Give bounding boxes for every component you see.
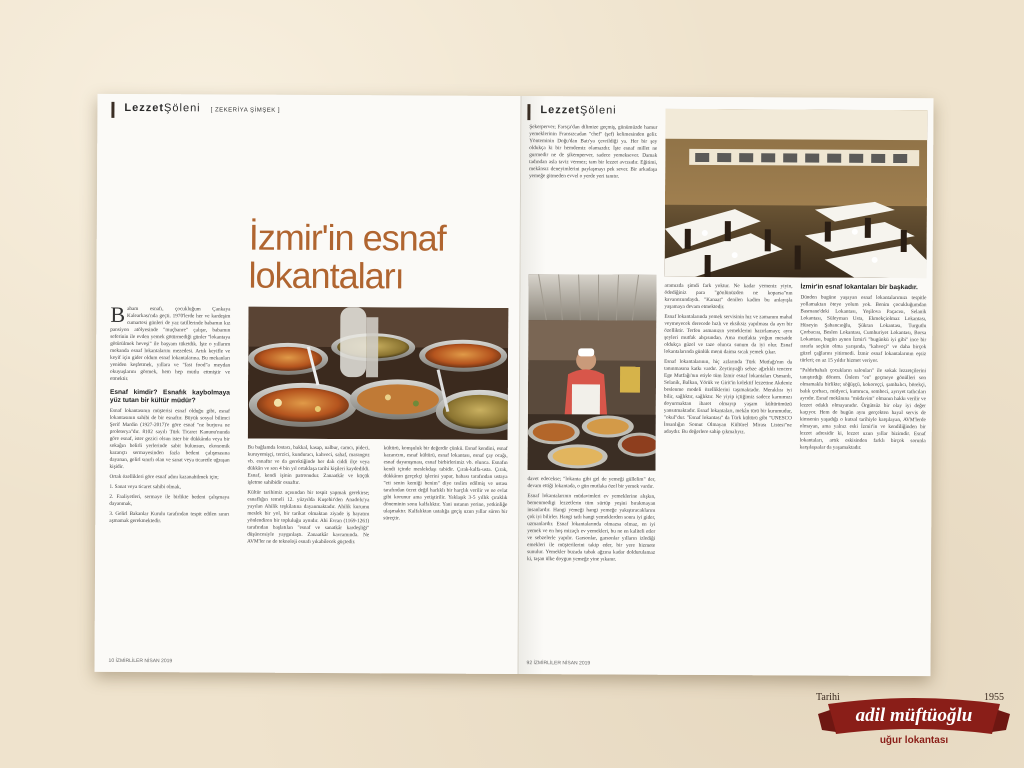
body-paragraph: Esnaf lokantalarının, hiç azlarında Türk Mutfağı'nın da tanınmasına katkı vardır. Zeytinyağlı sebze ağırlıklı tencere Ege Mutfağı'nın etiyle tüm İzmir esnaf lokantaları Osmanlı, Selanik, Balkan, Yörük ve Girit'in kolektif lezzetine Akdeniz beslenme modeli özelliklerini taşımaktadır. Meraklısı iyi bilir, sağlıktır, sağlıktır. Ne yiyip içtiğimiz sadece karnımızı doyurmaktan ibaret olmayıp yaşam kültürümüzü yansıtmaktadır. Esnaf lokantaları, mekân türü bir kurumudur, "okul"dur. "Esnaf lokantası" da Türk kültürü gibi "UNESCO İnsanlığın Somut Olmayan Kültürel Mirası Listesi"ne adaydır. Bu değerlere sahip çıkmalıyız. — [663, 358, 793, 436]
left-column-2 — [247, 445, 370, 550]
left-column-3 — [383, 445, 507, 526]
logo-sub: uğur lokantası — [879, 735, 949, 746]
intro-paragraph: Babam esnafı, çocukluğum Çankaya Kalearkası'nda geçti. 1970'lerde her ve kardeşim cumartesi günleri de yaz tatillerinde babamın kız pansiyon atölyesinde "muçbanre" çalışır, babamın seferinin ile evden yemek götürmediği günler "lokantaya götürülmek heveşi" ile başyam tüketdik. İşte o yıllarım mekanda esnaf lokantalarını mezedesi. Artık keyifle ve keyif için gider oldum esnaf lokantalarına. Bu mekanları yeniden keşfetmek, yıllara ve "fast food"a meydan okuyuşlarını görmek, hem hep mutlu ettmiştir ve etmektir. — [110, 301, 231, 382]
author-byline: [ ZEKERİYA ŞİMŞEK ] — [210, 107, 281, 114]
page-folio: 92 İZMİRLİLER NİSAN 2019 — [526, 660, 591, 667]
right-page — [518, 96, 933, 676]
restaurant-logo — [816, 690, 1012, 748]
left-page — [94, 94, 521, 674]
right-column-1-top — [529, 124, 657, 184]
section-heading: Esnaf kimdir? Esnafık kaybolmaya yüz tutan bir kültür müdür? — [109, 388, 230, 405]
header-mark — [111, 102, 114, 118]
list-item: 1. Sanat veya ticaret sahibi olmak, — [109, 483, 181, 491]
restaurant-interior-image — [665, 109, 928, 278]
brand-logo: LezzetŞöleni — [124, 101, 201, 115]
right-page-header — [527, 104, 616, 120]
right-column-2 — [664, 283, 793, 440]
magazine-spread — [94, 94, 933, 676]
body-paragraph: aramızda şimdi fark yoktur. Ne kadar yemeniz yiyin, ödediğiniz para "gönlünüzden ne koparsa"nın kavanozundaydı. "Kanaat" denilen kadim bu anlayışla yaşamaya devam etmektedir. — [664, 282, 793, 311]
body-paragraph: Esnaf lokantalarında yemek servisinin hız ve zamanını mahal veymeyecek derecede hızlı ve eksiksiz yapılması da ayrı bir özelliktir. Terfen asmanızın yemeklerini hazırlamayı; aynı şeyleri mutfak ahçısından. Ama mutfakta yoğun mesaide oldukça güzel ve taze olunca sunum da iyi olur. Esnaf lokantalarında günlük menü daima sıcak yemek çıkar. — [664, 313, 793, 356]
logo-tarihi: Tarihi — [816, 692, 840, 703]
article-title — [248, 216, 508, 297]
left-page-header — [111, 102, 280, 119]
list-item: 3. Gelirl Bakanlar Kurulu tarafından tespit edilen sınırı aşmamak gerekmektedir. — [109, 510, 230, 525]
kitchen-cook-image — [528, 274, 657, 471]
food-counter-photo — [248, 307, 509, 440]
list-item: 2. Faaliyetleri, sermaye ile birlikte bedeni çalışmaya dayanmak, — [109, 493, 230, 508]
right-column-1-bottom — [527, 476, 655, 567]
brand-logo: LezzetŞöleni — [540, 104, 617, 117]
drop-cap: B — [110, 301, 126, 327]
cook-photo — [528, 274, 657, 471]
body-paragraph: Bu bağlamda lostacı, bakkal, kasap, nalbur, camcı, pideci, kuruyemişçi, terzici, kunduracı, kahveci, sahaf, marangoz vb. esnaftır ve da gerektiğinde her dalı ciddi ilçe veya dükkân ve son 4 bin yıl ortaklaşa tarihi kişileri kaydedildi. Esnaf, kendi işinin patronudur. Zanaatkâr ve küçük işletme sahibidir esnaftır. — [247, 444, 370, 486]
body-paragraph: Kültür tarihimiz açısından bir tespit yapmak gerekirse; esnaflığın temeli 12. yüzyılda Kuşehir'den Anadolu'ya yayılan Ahilik teşkilatına dayanmaktadır. Ahilik kurumu meslek bir yol, bir tarikat olmaktan ziyade iş hayatını yönlendiren bir topluluğu aynıdır. Ahi Evran (1169-1261) tarafından başlatılan "esnaf ve sanatkâr kardeşliği" düşüncesiyle yaygınlaştı. Zanaatkâr kavramında. Ne AVM'ler ne de teknoloji esnafı yıkabilecek güçtedir. — [247, 489, 370, 546]
body-paragraph: Esnaf lokantalarının müdavimleri ev yemeklerine alışkın, bemenmedigi lezzetlerin tüm sürtüp yeşini bırakmayan insanlardır. Hangi yemeği hangi yemeğe yakıştıracaklarını çok iyi bilirler. Hangi tatlı hangi yemeklerden sonra iyi gider, uzmanlardır. Esnaf lokantalarında olmazsa olmaz, en iyi yemek ve en hoş mizaçlı ev yemekleri, bu ne en kaliteli etler ve sebzelerle yapılır. Garsonlar, garsonlar yılların izlediği emekleri ile müşterilerini takip eder, bir yere hizmete sunulur. Yemekler buzada tabak ağzına kadar doldurulamaz ki, taşan ülke doygun yemeğe yine yıkanır. — [527, 493, 656, 563]
body-paragraph: Dünden bugüne yaşayan esnaf lokantalarımızı tespitle yollamaktan öteye yolum yok. Benim çocukluğumdan Basmane'deki Lokantası, Yeşilova Paçacısı, Selanik Lokantası, Süleyman Usta, Ekmekçiolmaz Lokantası, Hüseyin Şabancıoğlu, Şükran Lokantası, Turgutlu Çorbacısı, Beslen Lokantası, Cumhuriyet Lokantası, Borsa Lokantası, bugün aynen İzmir'i "bugünkü iyi gibi" ince bir ısrarla seçkin olma yarışında, "kahveçi" ve daha birçok güzel çağlarını yitirmedi. İzmir esnaf lokantalarının eşsiz türleri; en az 15 yıldır hizmet veriyor. — [800, 294, 927, 364]
body-paragraph: kültürü, komşuluk bir değerdir çünkü. Esnaf kendini, esnaf kazancını, esnaf kültürü, esnaf lokantası, esnaf çay ocağı, esnaf dayanışması, esnaf birbirlerimiz vb. olunca. Esnafın kendi içinde meslekdaşı tabidir. Çırak-kalfa-usta. Çırak, dükkânın gerçekçi işlerini yapar, babası tarafından ustaya "eti senin kemiği benim" diye teslim edilmiş ve ustası tarafından ücret değil harlıklı bir harçlık verilir ve ne evlat gibi korunur ama yetiştirilir. Yaklaşık 3-5 yıllık çıraklık döneminin sonu kalfalıktır. Yani ustanın yerine, yetkinliğe ulaşmaktır. Kalfalıktan ustalığa geçiş uzun yıllar süren bir süreçtir. — [383, 445, 508, 522]
body-paragraph: Şekerperver; Farsça'dan dilimize geçmiş, günümüzde hamur yemeklerinin Fransızcadan "chef" (şef) kelimesinden gelir. Yönteminin Doğu'dan Batı'ya çevrildiği ya. Her bir şey oldukça ki bir hemdemiz olamazdır. İşte esnaf millet ne gurmedir ne de şikemperver, sadece yemeksever. Damak tadından asla taviz vermez; tam bir lezzet avcısıdır. Eğitimi, mekânsız deneyimlerini paylaşmayı pek sever. Bir arkadaşa yemeğe gitmeden evvel o yerde yeri tanıtır. — [529, 124, 658, 180]
page-folio: 10 İZMİRLİLER NİSAN 2019 — [108, 657, 173, 665]
title-line2: lokantaları — [248, 254, 404, 297]
logo-name: adil müftüoğlu — [855, 705, 973, 726]
title-line1: İzmir'in esnaf — [248, 216, 446, 259]
logo-year: 1955 — [984, 692, 1004, 703]
right-column-3 — [800, 283, 927, 455]
section-heading: İzmir'in esnaf lokantaları bir başkadır. — [800, 283, 918, 292]
body-paragraph: Ortak özellikleri göre esnaf adını kazanabilmek için; — [109, 473, 219, 481]
dining-room-photo — [665, 109, 928, 278]
left-column-1 — [109, 301, 231, 529]
adil-muftuoglu-logo — [816, 690, 1012, 748]
body-paragraph: "Paldırbahalı çocukların salonları" ile sokak lezzetçilerini tanıştırdığı dönem. Önlem "en" geçmeye gönülleri son olmamakla birlikte; söğüşçü, kokoreççi, şambalıcı, börekçi, balık çorbacı, midyeci, kumrucu, sembeci, ayrıyet tatlıcıları ayrıdır. Esnaf mekânına "müdavim" olmanın hakkı verilir ve lezzet odaklı olmayanıdır. Örgütsüz bir olay iyi değer kaçıyor. Hem de bugün aynı gerçekten hayal servis de kimsenin yaşadığı o kutsal tarihiyle karşılayan, AVM'lerde olmayan, ama yalnız eski İzmir'in ve kendiliğinden bir lezzet adresidir ki, lezzet uzun yıllar bizimdir. Esnaf lokantaları, artık eskisinden farklı birçok sorunla karşılaşsalar da yaşamaktadır. — [799, 367, 927, 451]
body-paragraph: Esnaf lokantasının müşterisi esnaf olduğu gibi, esnaf lokantasının sahibi de bir esnaftır. Büyük sosyal bilimci Şerif Mardin (1927-2017)'e göre esnaf "ne burjuva ne proleterya"dır. 8102 sayılı Türk Ticaret Kanunu'nunda göre esnaf, ister gezici olsun ister bir dükkânda veya bir sokağın belirli yerlerinde sabit bulunsun, ekonomik kazançtı sermayesinden fazla bedeni çalışmasına dayanan, gelirl sınırlı olan ve sanat veya ticaretle uğraşan kişidir. — [109, 407, 230, 470]
body-paragraph: davet edecekse; "lokanta gibi gel de yemeği güllelim" der, devam ettiği lokantada, o gün mutlaka özel bir yemek vardır. — [527, 476, 656, 490]
header-mark — [527, 104, 530, 120]
food-trays-image — [248, 307, 509, 440]
